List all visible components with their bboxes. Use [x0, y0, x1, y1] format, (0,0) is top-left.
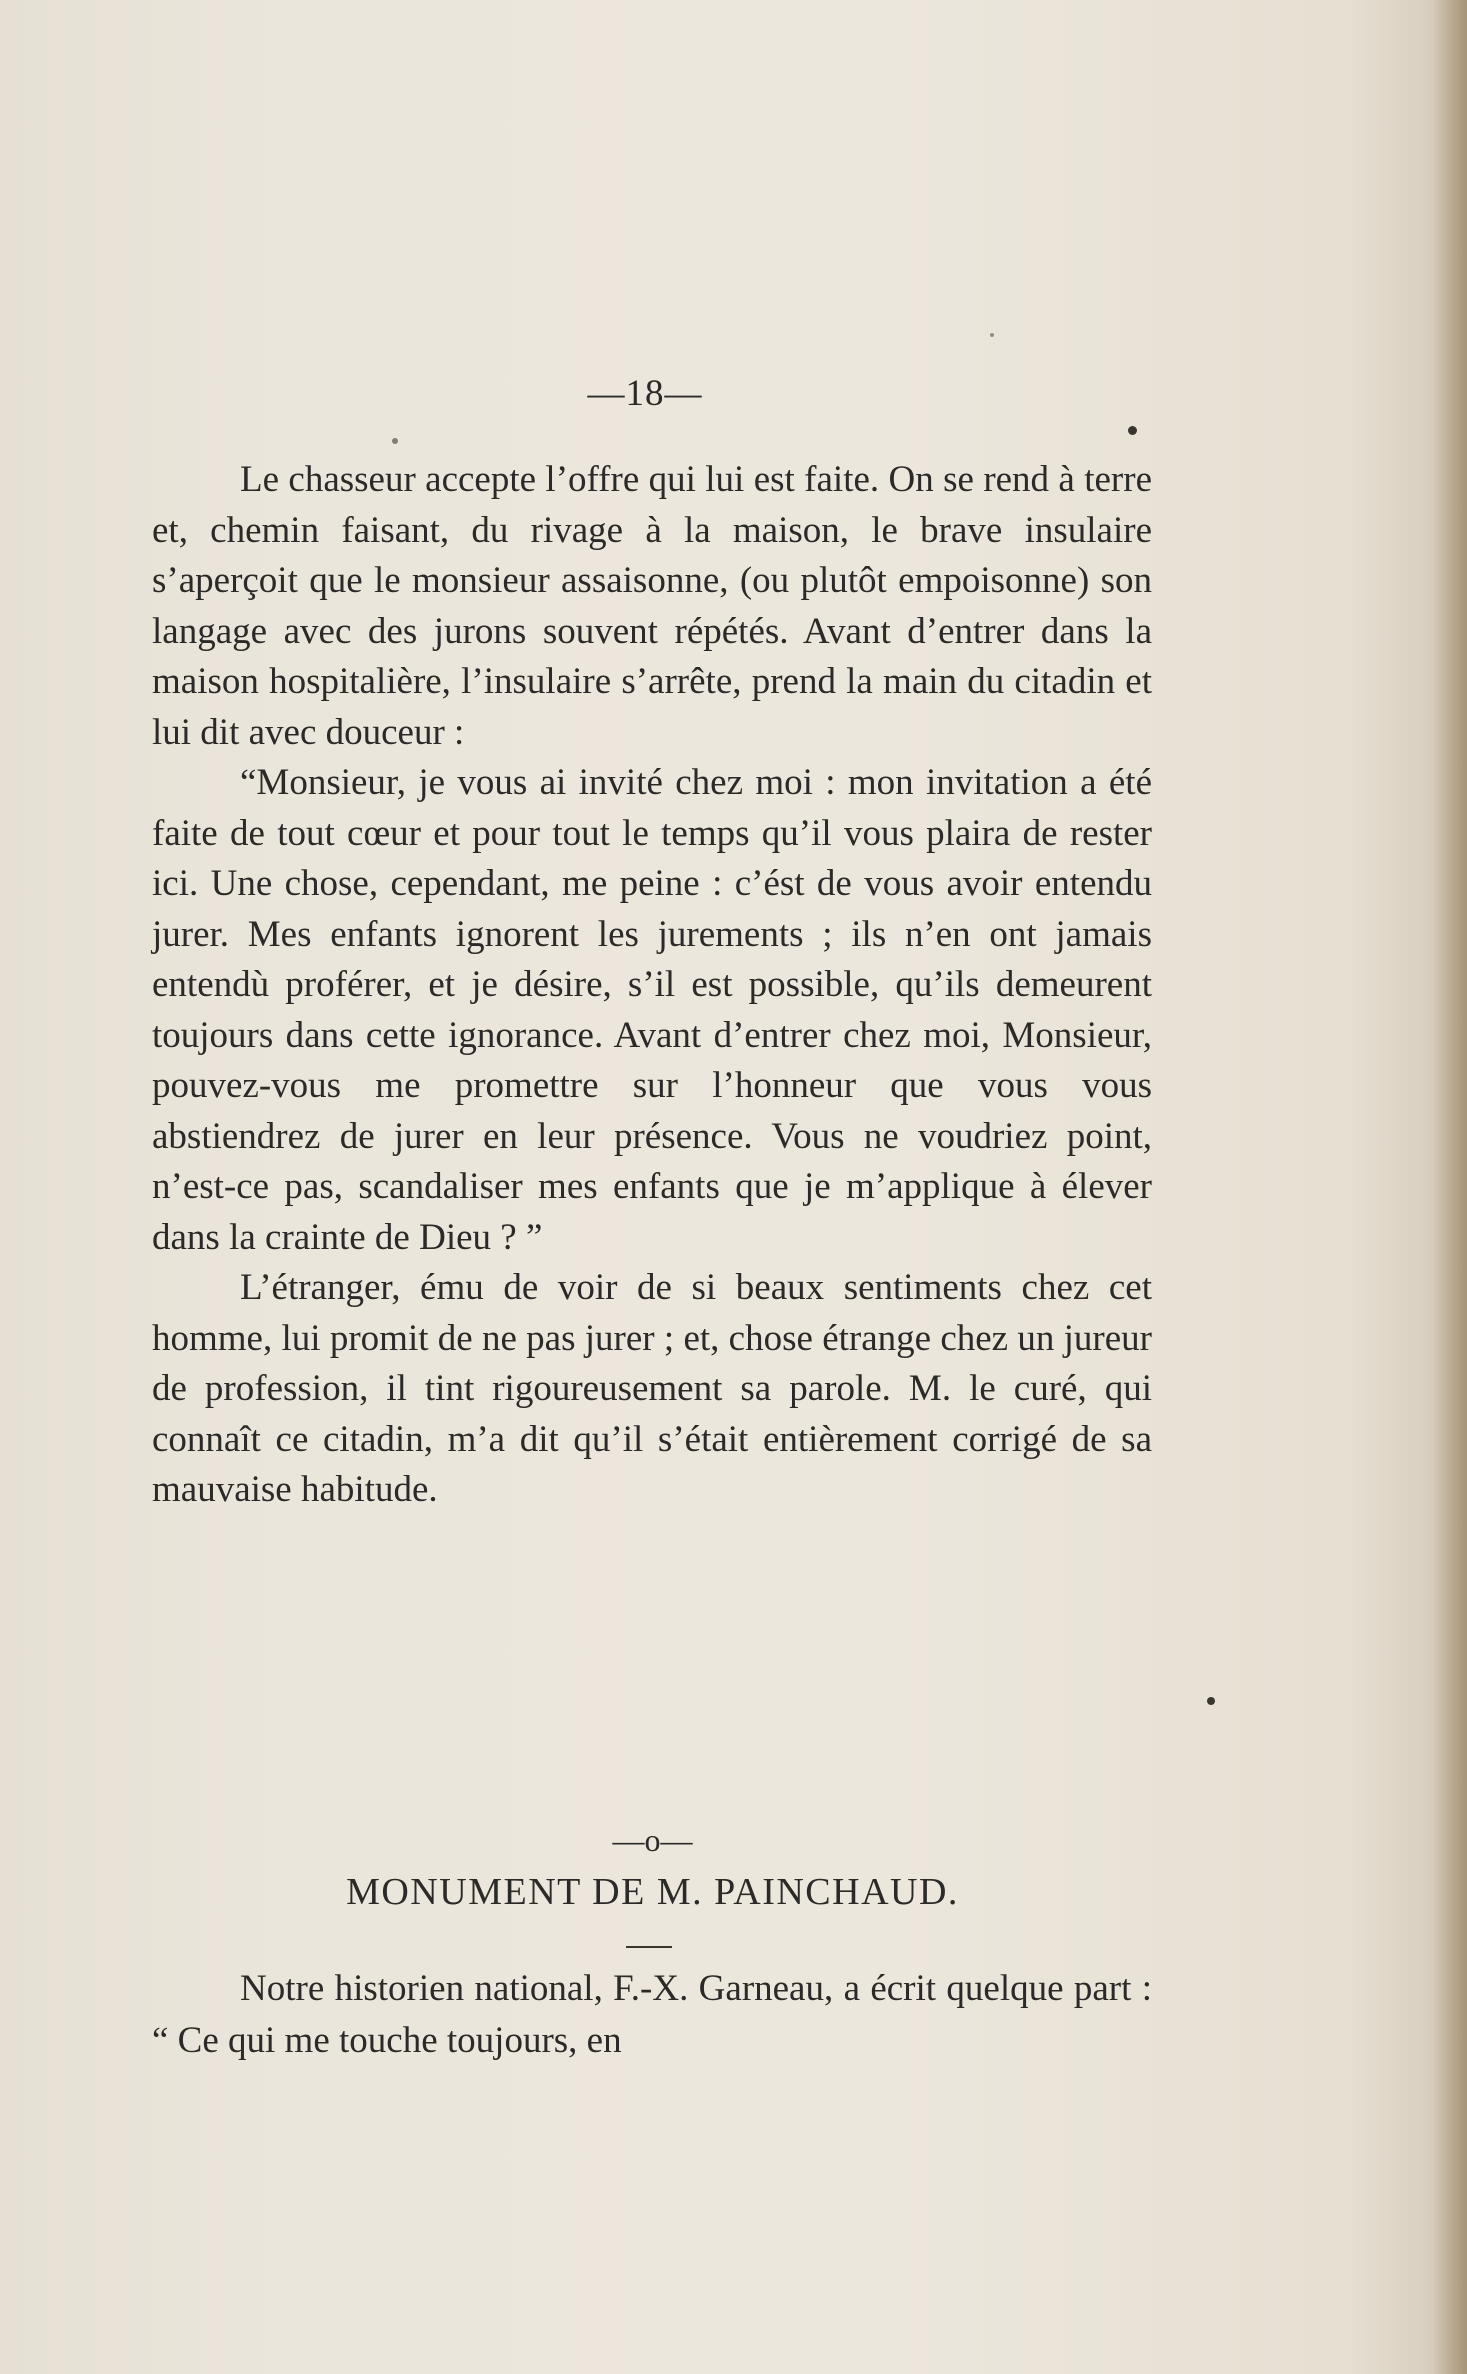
paragraph: Le chasseur accepte l’offre qui lui est faite. On se rend à terre et, chemin faisant, du rivage à la maison, le brave insulaire s’aperçoit que le monsieur assaisonne, (ou plutôt empoisonne) son langage avec des jurons souvent répétés. Avant d’entrer dans la maison hospitalière, l’insulaire s’arrête, prend la main du citadin et lui dit avec douceur : [152, 459, 1152, 753]
main-text [152, 455, 1152, 1516]
page-number: —18— [587, 373, 703, 414]
heading-rule [626, 1946, 672, 1948]
section-text [152, 1963, 1152, 2067]
ink-speck [1207, 1697, 1215, 1705]
ink-speck [990, 333, 994, 337]
ink-speck [392, 438, 398, 444]
paragraph: L’étranger, ému de voir de si beaux sentiments chez cet homme, lui promit de ne pas jurer ; et, chose étrange chez un jureur de profession, il tint rigoureusement sa parole. M. le curé, qui connaît ce citadin, m’a dit qu’il s’était entièrement corrigé de sa mauvaise habitude. [152, 1267, 1152, 1510]
page-edge-shadow [1433, 0, 1467, 2374]
ink-speck [1128, 426, 1137, 435]
paragraph: “Monsieur, je vous ai invité chez moi : mon invitation a été faite de tout cœur et pour tout le temps qu’il vous plaira de rester ici. Une chose, cependant, me peine : c’ést de vous avoir entendu jurer. Mes enfants ignorent les jurements ; ils n’en ont jamais entendù proférer, et je désire, s’il est possible, qu’ils demeurent toujours dans cette ignorance. Avant d’entrer chez moi, Monsieur, pouvez-vous me promettre sur l’honneur que vous vous abstiendrez de jurer en leur présence. Vous ne voudriez point, n’est-ce pas, scandaliser mes enfants que je m’applique à élever dans la crainte de Dieu ? ” [152, 762, 1152, 1258]
paragraph: Notre historien national, F.-X. Garneau, a écrit quelque part : “ Ce qui me touche toujours, en [152, 1968, 1152, 2061]
section-ornament: —o— [612, 1822, 693, 1858]
section-heading: MONUMENT DE M. PAINCHAUD. [346, 1871, 959, 1913]
